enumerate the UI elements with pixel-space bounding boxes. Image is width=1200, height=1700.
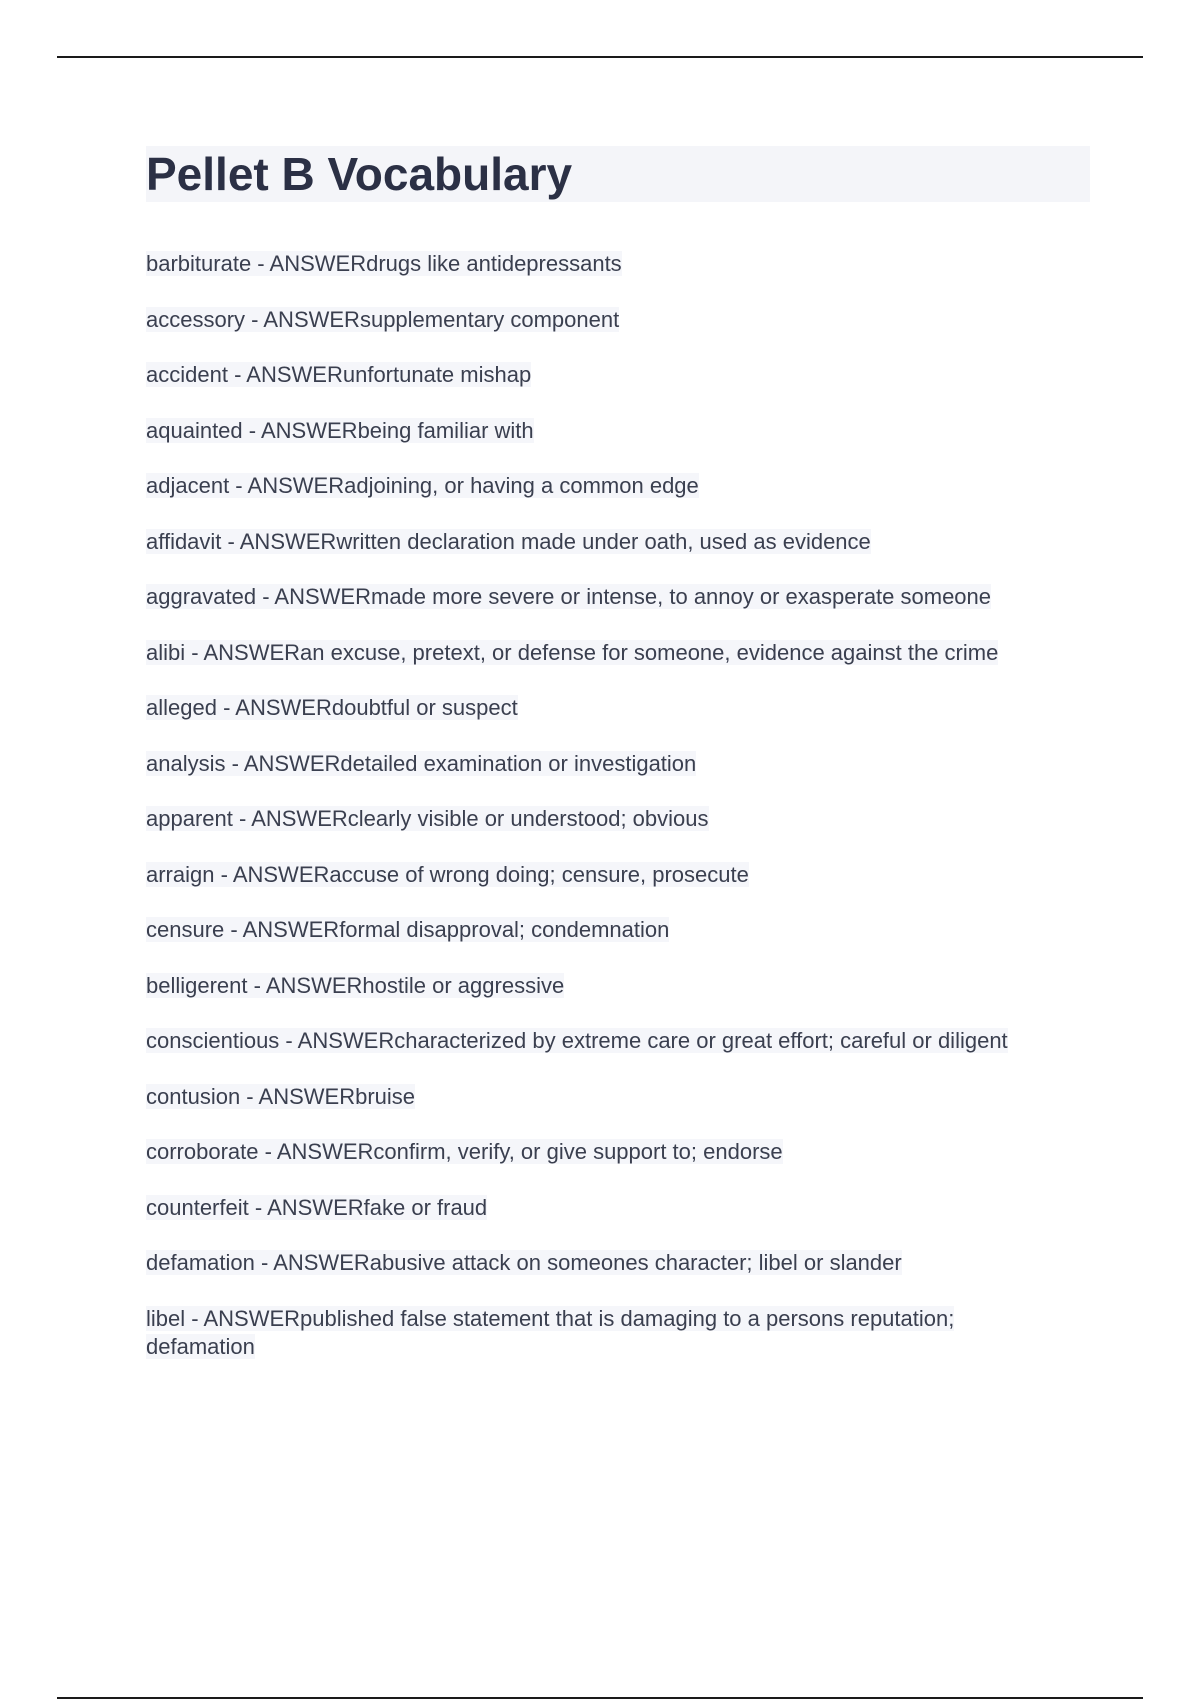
entry-definition: clearly visible or understood; obvious [347,806,709,831]
list-item [146,1083,1090,1111]
entry-text [146,1195,487,1220]
entry-text [146,362,531,387]
entry-definition: written declaration made under oath, used as evidence [336,528,871,554]
entry-term: aquainted [146,417,243,443]
entry-term: corroborate [146,1139,259,1164]
list-item [146,1027,1046,1055]
entry-text [146,917,669,942]
entry-term: libel [146,1305,186,1331]
entry-separator: - ANSWER [258,1139,374,1164]
entry-text [146,1084,415,1109]
entry-term: aggravated [146,584,257,609]
entry-term: defamation [146,1250,255,1275]
entry-definition: hostile or aggressive [362,972,565,998]
entry-term: apparent [146,806,233,831]
list-item [146,1194,1090,1222]
entry-definition: fake or fraud [363,1194,488,1220]
entry-text [146,1139,783,1164]
entry-definition: supplementary component [359,306,620,332]
entry-definition: doubtful or suspect [331,695,518,720]
entry-separator: - ANSWER [245,306,360,332]
list-item [146,861,1090,889]
entry-definition: detailed examination or investigation [340,750,697,776]
top-rule [57,56,1143,58]
entry-separator: - ANSWER [214,861,330,887]
bottom-rule [57,1697,1143,1699]
entry-separator: - ANSWER [229,473,345,498]
entry-separator: - ANSWER [254,1250,370,1275]
entry-definition: an excuse, pretext, or defense for someone, evidence against the crime [300,639,999,665]
list-item [146,472,1090,500]
entry-term: contusion [146,1083,241,1109]
list-item [146,528,1090,556]
entry-definition: characterized by extreme care or great effort; careful or diligent [394,1028,1008,1053]
entry-term: barbiturate [146,251,252,276]
entry-text [146,862,749,887]
entry-separator: - ANSWER [221,528,337,554]
list-item [146,417,1090,445]
vocabulary-list [146,250,1090,1361]
entry-text [146,640,998,665]
list-item [146,306,1090,334]
list-item [146,250,1090,278]
entry-text [146,251,622,276]
list-item [146,639,1090,667]
entry-text [146,695,518,720]
entry-term: accessory [146,306,246,332]
entry-definition: formal disapproval; condemnation [339,917,670,942]
entry-term: conscientious [146,1028,280,1053]
entry-separator: - ANSWER [232,806,348,831]
entry-text [146,473,699,498]
entry-separator: - ANSWER [227,362,343,387]
entry-separator: - ANSWER [247,972,363,998]
entry-text [146,806,709,831]
entry-definition: made more severe or intense, to annoy or exasperate someone [371,584,992,609]
entry-separator: - ANSWER [279,1028,395,1053]
list-item [146,1249,1090,1277]
list-item [146,694,1090,722]
entry-separator: - ANSWER [185,639,301,665]
entry-definition: being familiar with [357,417,534,443]
entry-separator: - ANSWER [216,695,332,720]
entry-text [146,751,696,776]
entry-separator: - ANSWER [248,1194,364,1220]
entry-definition: drugs like antidepressants [366,251,622,276]
entry-text [146,307,619,332]
list-item [146,583,1090,611]
entry-definition: accuse of wrong doing; censure, prosecute [329,861,749,887]
document-body [146,146,1090,1388]
entry-text [146,973,564,998]
entry-term: censure [146,917,225,942]
title-band [146,146,1090,202]
entry-separator: - ANSWER [240,1083,356,1109]
entry-definition: published false statement that is damaging to a persons reputation; defamation [146,1305,955,1359]
entry-term: alleged [146,695,217,720]
entry-definition: abusive attack on someones character; libel or slander [369,1250,902,1275]
entry-separator: - ANSWER [251,251,367,276]
list-item [146,972,1090,1000]
entry-text [146,1306,954,1359]
entry-definition: unfortunate mishap [342,362,532,387]
entry-text [146,418,534,443]
list-item [146,1138,1090,1166]
entry-term: counterfeit [146,1194,249,1220]
entry-definition: bruise [355,1083,416,1109]
list-item [146,916,1090,944]
entry-term: analysis [146,750,226,776]
entry-separator: - ANSWER [185,1305,301,1331]
entry-term: accident [146,362,228,387]
entry-term: affidavit [146,528,222,554]
list-item [146,805,1090,833]
entry-term: adjacent [146,473,230,498]
entry-text [146,1028,1008,1053]
list-item [146,361,1090,389]
entry-separator: - ANSWER [256,584,371,609]
entry-separator: - ANSWER [225,750,341,776]
entry-separator: - ANSWER [224,917,340,942]
entry-definition: adjoining, or having a common edge [344,473,699,498]
entry-term: arraign [146,861,215,887]
entry-term: belligerent [146,972,248,998]
entry-text [146,584,991,609]
page-title: Pellet B Vocabulary [146,148,573,200]
list-item [146,1305,1046,1361]
entry-definition: confirm, verify, or give support to; endorse [373,1139,783,1164]
entry-term: alibi [146,639,186,665]
list-item [146,750,1090,778]
entry-separator: - ANSWER [242,417,358,443]
entry-text [146,529,871,554]
entry-text [146,1250,902,1275]
